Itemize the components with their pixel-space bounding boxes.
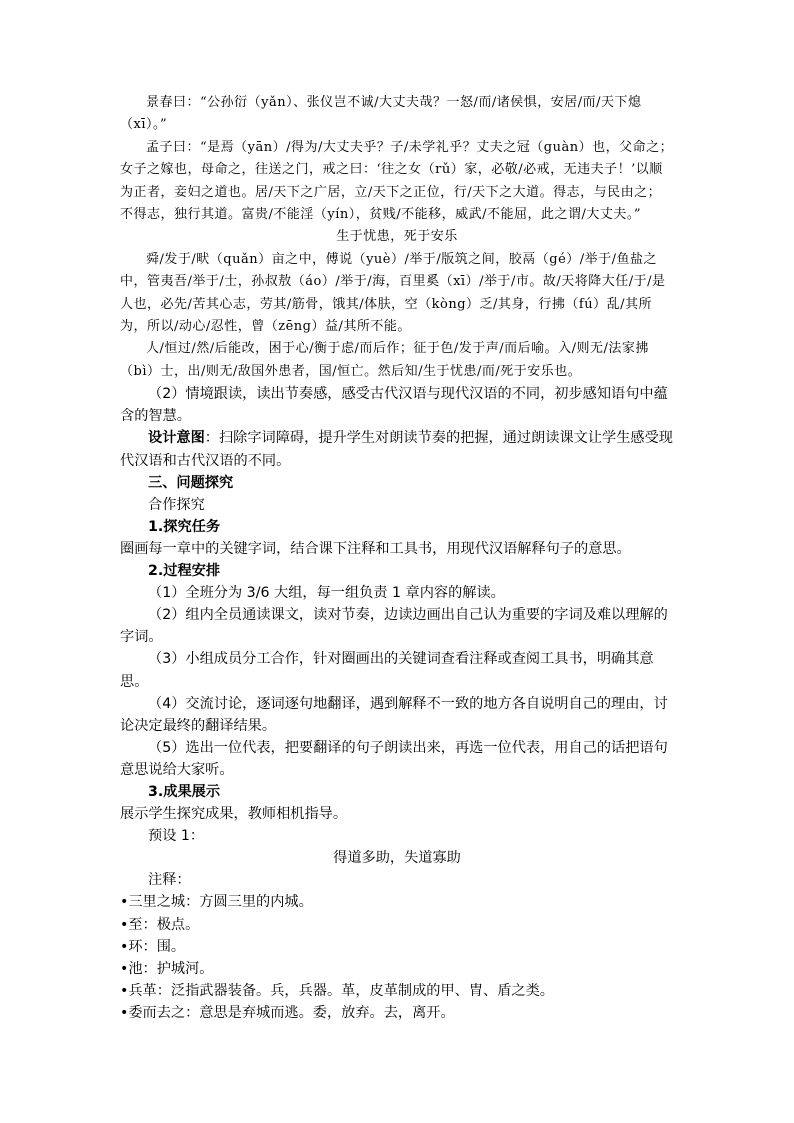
process-step-2: （2）组内全员通读课文，读对节奏，边读边画出自己认为重要的字词及难以理解的字词。 xyxy=(120,607,668,646)
process-step-4: （4）交流讨论，逐词逐句地翻译，遇到解释不一致的地方各自说明自己的理由，讨论决定最终的翻译结果。 xyxy=(120,695,668,734)
design-intent-text: ：扫除字词障碍，提升学生对朗读节奏的把握，通过朗读课文让学生感受现代汉语和古代汉语的不同。 xyxy=(120,430,673,469)
recite-paragraph-shun: 舜/发于/畎（quǎn）亩之中，傅说（yuè）/举于/版筑之间，胶鬲（gé）/举于/鱼盐之中，管夷吾/举于/士，孙叔敖（áo）/举于/海，百里奚（xī）/举于/市。故/天将降大任/于/是人也，必先/苦其心志，劳其/筋骨，饿其/体肤，空（kòng）乏/其身，行拂（fú）乱/其所为，所以/动心/忍性，曾（zēng）益/其所不能。 xyxy=(120,251,666,335)
design-intent xyxy=(120,427,674,471)
notes-label: 注释： xyxy=(148,872,191,889)
heading-task: 1.探究任务 xyxy=(148,518,221,535)
task-description: 圈画每一章中的关键字词，结合课下注释和工具书，用现代汉语解释句子的意思。 xyxy=(120,540,631,557)
preset-label: 预设 1： xyxy=(148,828,205,845)
subheading-cooperative: 合作探究 xyxy=(148,496,205,513)
recite-paragraph-ren: 人/恒过/然/后能改，困于心/衡于虑/而后作；征于色/发于声/而后喻。入/则无/法家拂（bì）士，出/则无/敌国外患者，国/恒亡。然后知/生于忧患/而/死于安乐也。 xyxy=(120,341,649,379)
process-step-5: （5）选出一位代表，把要翻译的句子朗读出来，再选一位代表，用自己的话把语句意思说给大家听。 xyxy=(120,739,668,778)
recite-paragraph-mengzi: 孟子曰：“是焉（yān）/得为/大丈夫乎？子/未学礼乎？丈夫之冠（guàn）也，父命之；女子之嫁也，母命之，往送之门，戒之曰：‘往之女（rǔ）家，必敬/必戒，无违夫子！’以顺为正者，妾妇之道也。居/天下之广居，立/天下之正位，行/天下之大道。得志，与民由之；不得志，独行其道。富贵/不能淫（yín），贫贱/不能移，威武/不能屈，此之谓/大丈夫。” xyxy=(120,139,674,223)
step-follow-reading: （2）情境跟读，读出节奏感，感受古代汉语与现代汉语的不同，初步感知语句中蕴含的智慧。 xyxy=(120,386,668,425)
heading-process: 2.过程安排 xyxy=(148,563,221,580)
note-item: •兵革：泛指武器装备。兵，兵器。革，皮革制成的甲、胄、盾之类。 xyxy=(120,982,554,999)
section-heading-inquiry: 三、问题探究 xyxy=(148,474,234,491)
recite-section-title: 生于忧患，死于安乐 xyxy=(336,229,458,245)
note-item: •三里之城：方圆三里的内城。 xyxy=(120,894,313,911)
process-step-1: （1）全班分为 3/6 大组，每一组负责 1 章内容的解读。 xyxy=(148,585,505,602)
note-item: •委而去之：意思是弃城而逃。委，放弃。去，离开。 xyxy=(120,1004,455,1021)
note-item: •池：护城河。 xyxy=(120,960,214,977)
heading-results: 3.成果展示 xyxy=(148,783,221,800)
recite-paragraph-jingchun: 景春曰：“公孙衍（yǎn）、张仪岂不诚/大丈夫哉？一怒/而/诸侯惧，安居/而/天下熄（xī）。” xyxy=(120,95,642,133)
preset-title: 得道多助，失道寡助 xyxy=(333,850,461,867)
design-intent-label: 设计意图 xyxy=(148,430,205,447)
recitation-text-block xyxy=(120,92,674,383)
process-step-3: （3）小组成员分工合作，针对圈画出的关键词查看注释或查阅工具书，明确其意思。 xyxy=(120,651,654,690)
note-item: •至：极点。 xyxy=(120,916,200,933)
results-description: 展示学生探究成果，教师相机指导。 xyxy=(120,806,348,823)
note-item: •环：围。 xyxy=(120,938,186,955)
lesson-body xyxy=(120,383,674,1024)
